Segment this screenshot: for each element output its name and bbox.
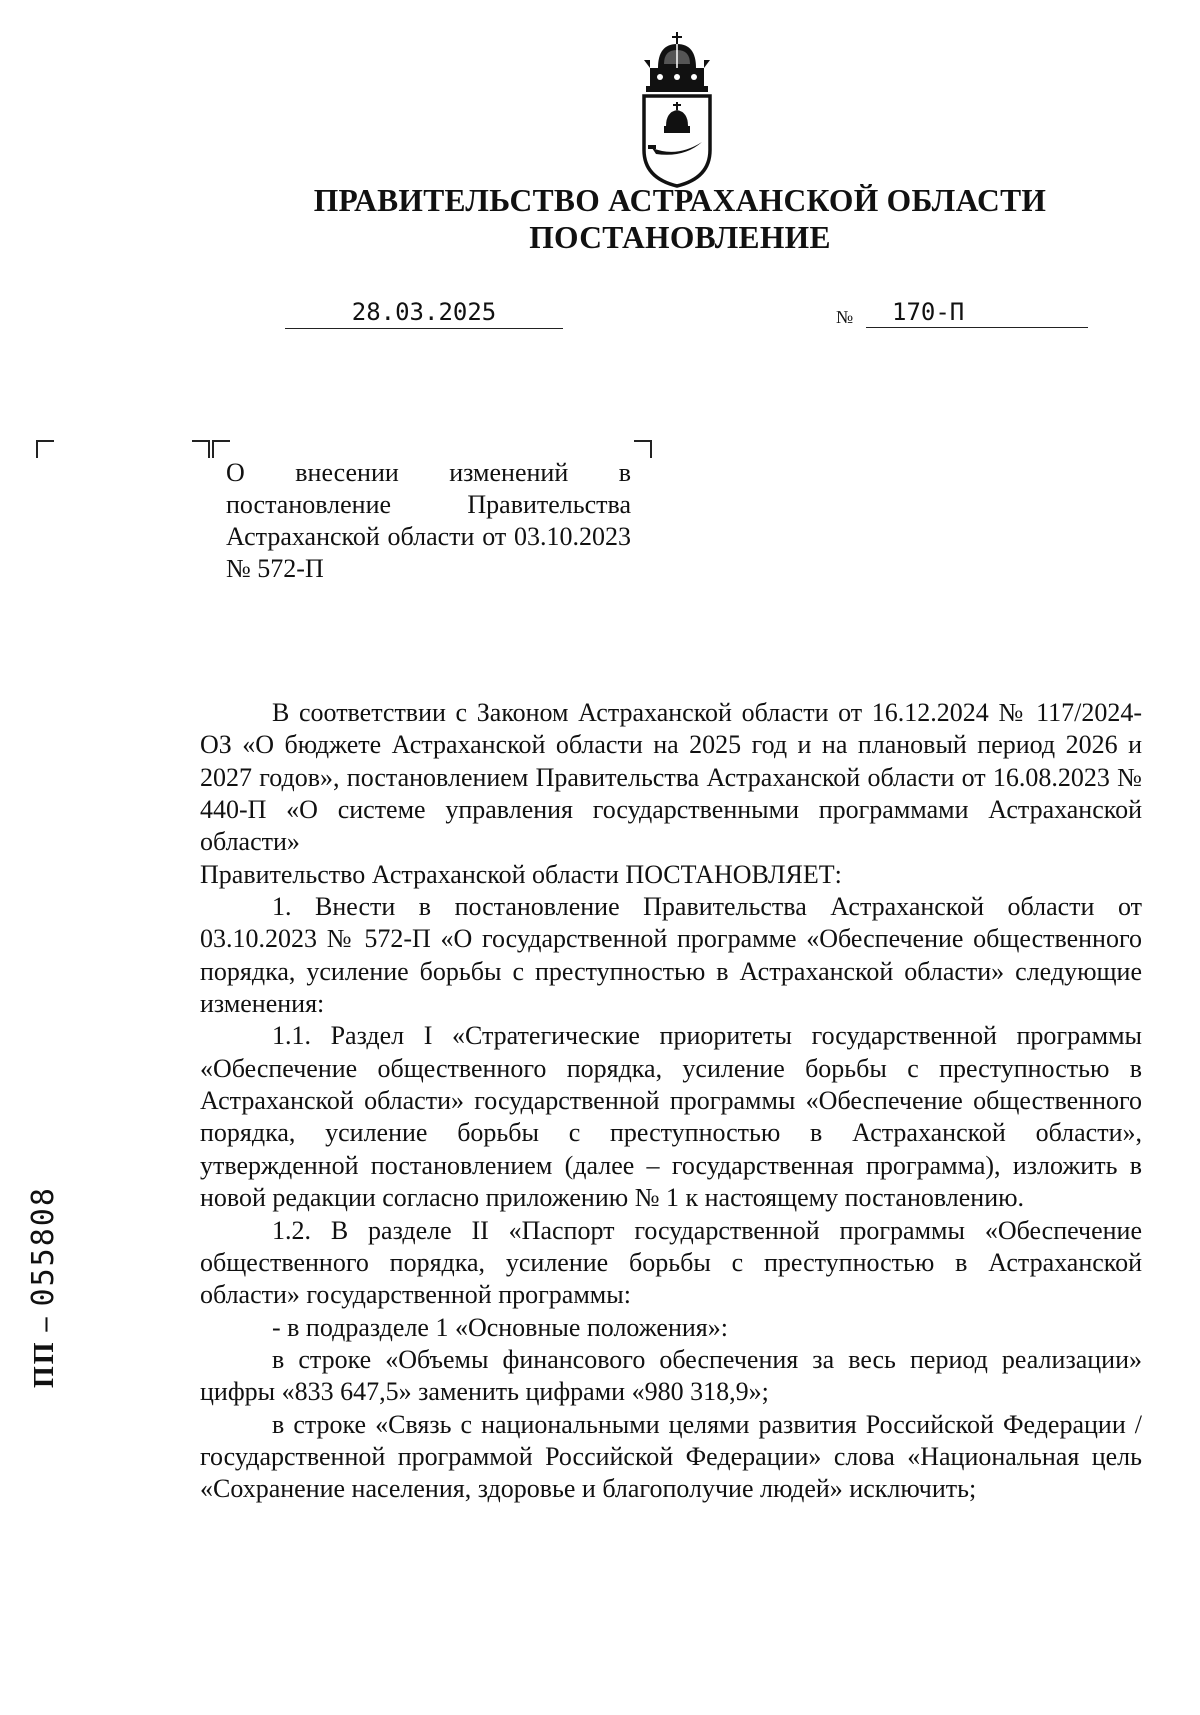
- clause-1-1-paragraph: 1.1. Раздел I «Стратегические приоритеты государственной программы «Обеспечение общественного порядка, усиление борьбы с преступностью в Астраханской области» государственной программы «Обеспечение общественного порядка, усиление борьбы с преступностью в Астраханской области», утвержденной постановлением (далее – государственная программа), изложить в новой редакции согласно приложению № 1 к настоящему постановлению.: [200, 1021, 1142, 1213]
- document-date: 28.03.2025: [285, 296, 563, 329]
- government-title: ПРАВИТЕЛЬСТВО АСТРАХАНСКОЙ ОБЛАСТИ: [313, 183, 1047, 218]
- subject-bracket-top-left: [212, 440, 230, 458]
- clause-1-2-paragraph: 1.2. В разделе II «Паспорт государственной программы «Обеспечение общественного порядка, усиление борьбы с преступностью в Астраханской области» государственной программы:: [200, 1215, 1142, 1310]
- subject-bracket-top-right: [634, 440, 652, 458]
- document-number: 170-П: [866, 296, 1088, 328]
- margin-corner-mark: [36, 440, 54, 458]
- document-body: [200, 697, 1142, 1506]
- margin-serial-number: [24, 1138, 64, 1388]
- number-label: №: [836, 307, 854, 327]
- coat-of-arms-emblem: [634, 30, 720, 190]
- serial-prefix: ПП –: [29, 1315, 60, 1388]
- resolution-line: Правительство Астраханской области ПОСТАНОВЛЯЕТ:: [200, 859, 842, 889]
- preamble-paragraph: В соответствии с Законом Астраханской области от 16.12.2024 № 117/2024-ОЗ «О бюджете Астраханской области на 2025 год и на плановый период 2026 и 2027 годов», постановлением Правительства Астраханской области от 16.08.2023 № 440-П «О системе управления государственными программами Астраханской области»: [200, 698, 1142, 857]
- subject-bracket-top-left: [192, 440, 210, 458]
- national-goals-row-paragraph: в строке «Связь с национальными целями развития Российской Федерации / государственной программой Российской Федерации» слова «Национальная цель «Сохранение населения, здоровье и благополучие людей» исключить;: [200, 1409, 1142, 1504]
- clause-1-paragraph: 1. Внести в постановление Правительства Астраханской области от 03.10.2023 № 572-П «О государственной программе «Обеспечение общественного порядка, усиление борьбы с преступностью в Астраханской области» следующие изменения:: [200, 892, 1142, 1019]
- document-type: ПОСТАНОВЛЕНИЕ: [529, 220, 831, 255]
- financing-row-paragraph: в строке «Объемы финансового обеспечения за весь период реализации» цифры «833 647,5» заменить цифрами «980 318,9»;: [200, 1344, 1142, 1407]
- subsection-paragraph: - в подразделе 1 «Основные положения»:: [272, 1312, 728, 1342]
- serial-number: 055808: [26, 1186, 61, 1307]
- document-subject: О внесении изменений в постановление Правительства Астраханской области от 03.10.2023 № 572-П: [226, 458, 631, 583]
